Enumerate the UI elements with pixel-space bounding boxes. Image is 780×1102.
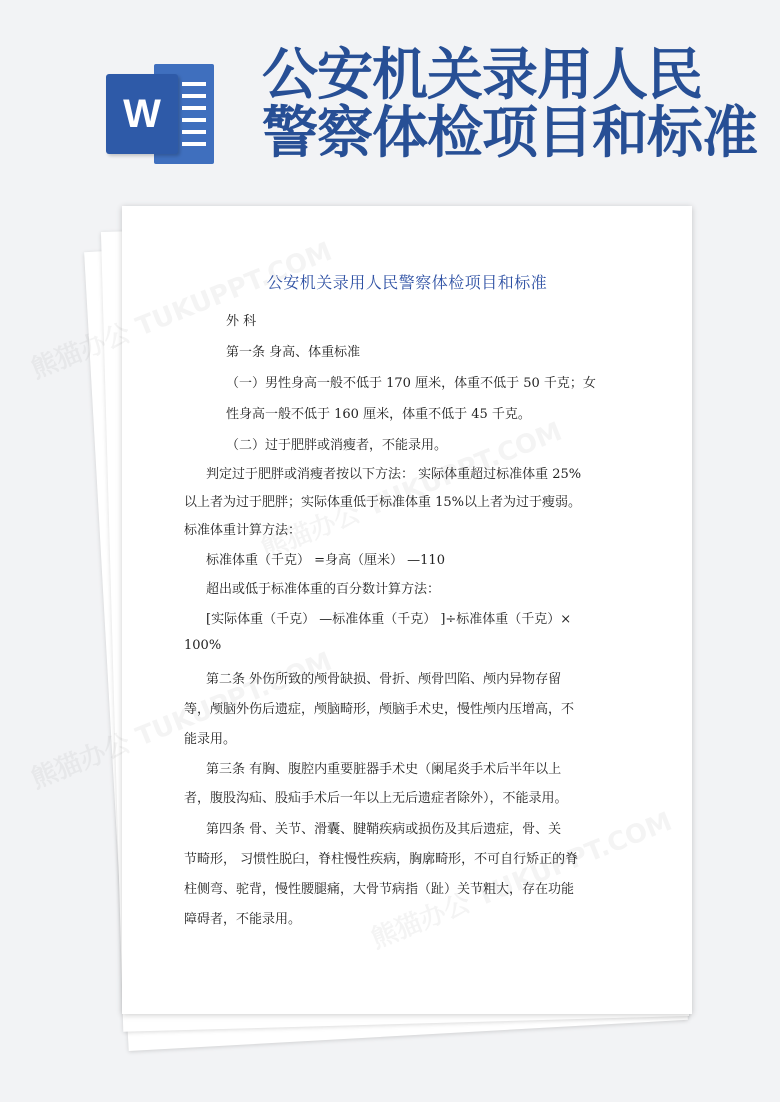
paragraph-line: （一）男性身高一般不低于 170 厘米，体重不低于 50 千克；女 <box>226 376 596 391</box>
line-article-2: 第二条 外伤所致的颅骨缺损、骨折、颅骨凹陷、颅内异物存留 <box>206 672 562 687</box>
paragraph-line: 标准体重计算方法： <box>184 523 302 538</box>
document-page <box>122 206 692 1014</box>
line-section-heading: 外 科 <box>226 314 257 329</box>
paragraph-line: 障碍者，不能录用。 <box>184 912 302 927</box>
word-icon <box>106 64 218 164</box>
word-badge-letter: W <box>106 74 178 154</box>
formula-line: [实际体重（千克） —标准体重（千克） ]÷标准体重（千克）× <box>206 612 572 627</box>
document-title: 公安机关录用人民警察体检项目和标准 <box>266 273 548 292</box>
paragraph-line: 柱侧弯、驼背，慢性腰腿痛，大骨节病指（趾）关节粗大，存在功能 <box>184 882 575 897</box>
paragraph-line: 等，颅脑外伤后遗症，颅脑畸形，颅脑手术史，慢性颅内压增高，不 <box>184 702 575 717</box>
paragraph-line: 判定过于肥胖或消瘦者按以下方法： 实际体重超过标准体重 25% <box>206 467 582 482</box>
paragraph-line: 能录用。 <box>184 732 237 747</box>
paragraph-line: 超出或低于标准体重的百分数计算方法： <box>206 582 441 597</box>
paragraph-line: 节畸形， 习惯性脱臼，脊柱慢性疾病，胸廓畸形，不可自行矫正的脊 <box>184 852 579 867</box>
formula-line: 标准体重（千克） =身高（厘米） —110 <box>206 553 445 568</box>
page-title-line-1: 公安机关录用人民 <box>262 43 702 108</box>
paragraph-line: 性身高一般不低于 160 厘米，体重不低于 45 千克。 <box>226 407 531 422</box>
line-article-4: 第四条 骨、关节、滑囊、腱鞘疾病或损伤及其后遗症，骨、关 <box>206 822 562 837</box>
line-article-1: 第一条 身高、体重标准 <box>226 345 361 360</box>
paragraph-line: 以上者为过于肥胖；实际体重低于标准体重 15%以上者为过于瘦弱。 <box>184 495 582 510</box>
page-title <box>262 43 757 166</box>
paragraph-line: （二）过于肥胖或消瘦者，不能录用。 <box>226 438 448 453</box>
page-title-line-2: 警察体检项目和标准 <box>262 101 757 166</box>
line-article-3: 第三条 有胸、腹腔内重要脏器手术史（阑尾炎手术后半年以上 <box>206 762 562 777</box>
paragraph-line: 者，腹股沟疝、股疝手术后一年以上无后遗症者除外），不能录用。 <box>184 791 568 806</box>
formula-line: 100% <box>184 638 222 653</box>
